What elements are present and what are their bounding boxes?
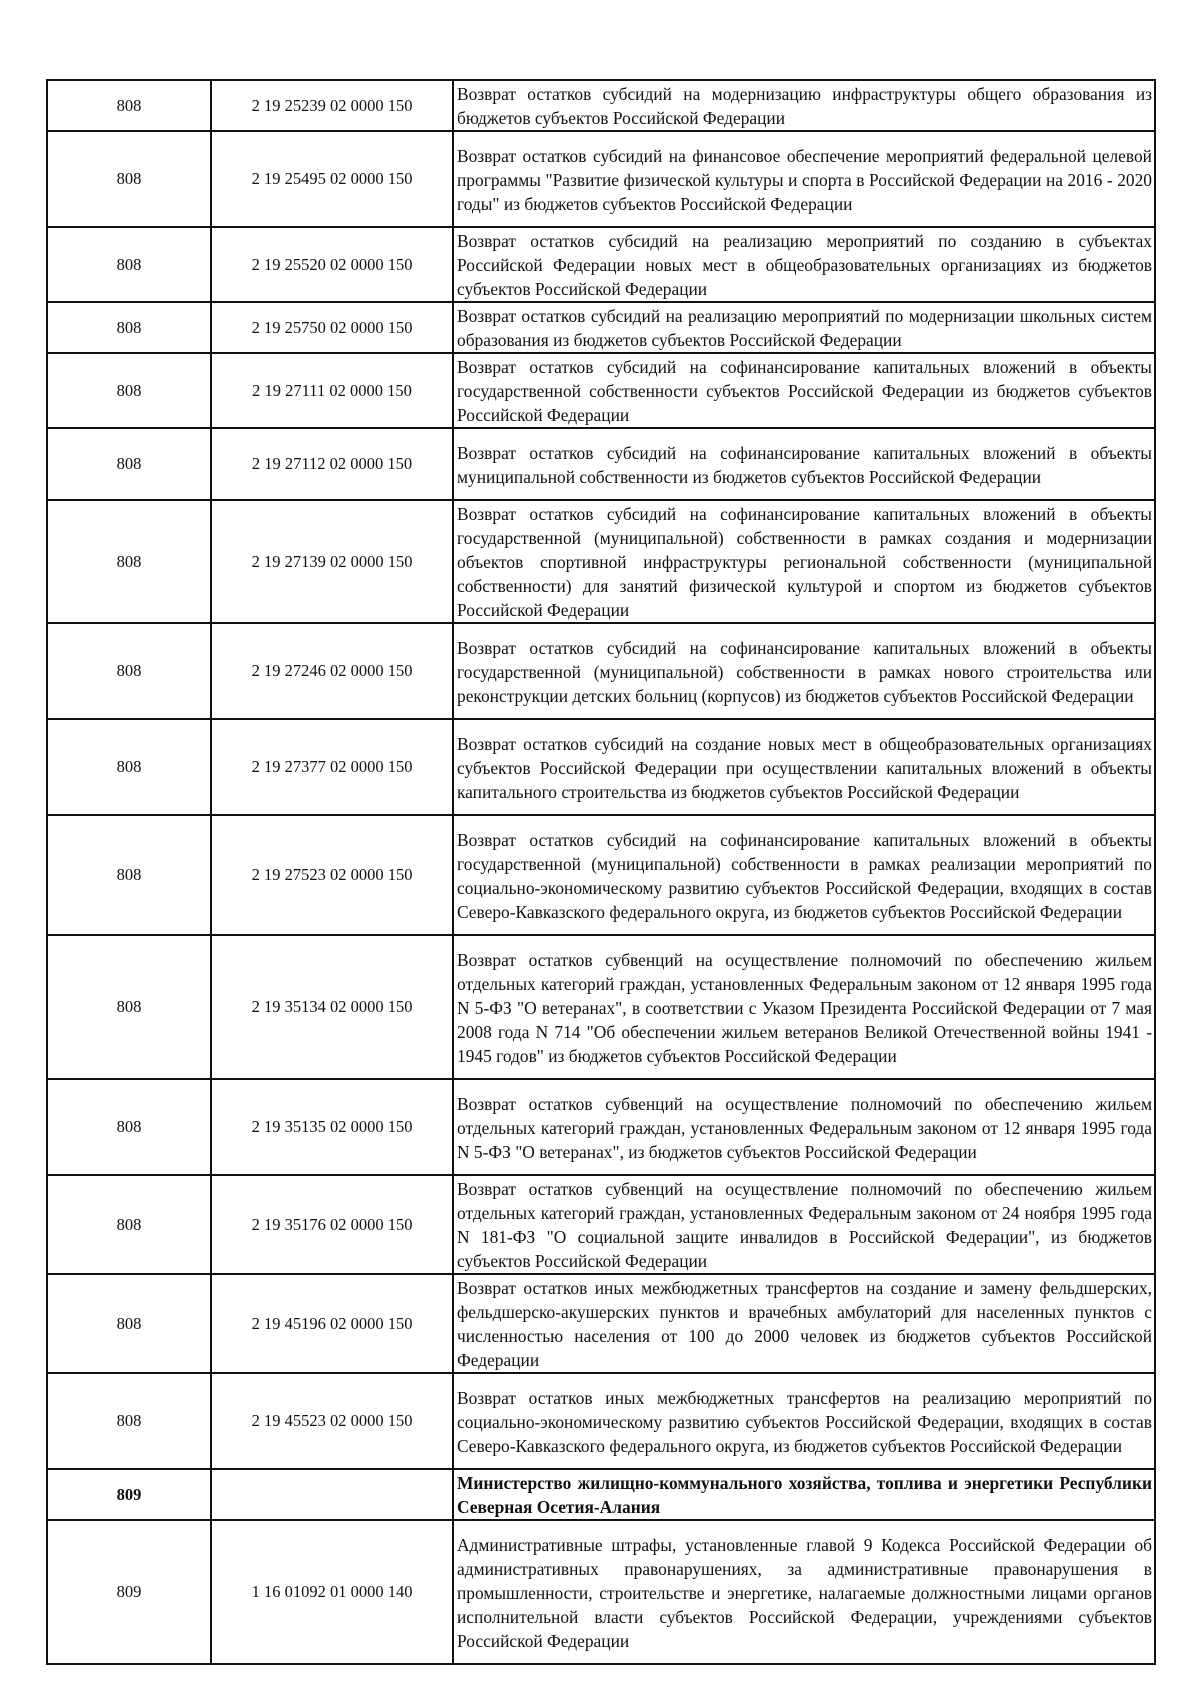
table-row [47, 302, 1155, 353]
table-row [47, 500, 1155, 623]
description-text: Возврат остатков субсидий на софинансирование капитальных вложений в объекты муниципальной собственности из бюджетов субъектов Российской Федерации [457, 442, 1152, 487]
table-row [47, 815, 1155, 935]
description-text: Возврат остатков субвенций на осуществление полномочий по обеспечению жильем отдельных категорий граждан, установленных Федеральным законом от 24 ноября 1995 года N 181-ФЗ "О социальной защите инвалидов в Российской Федерации", из бюджетов субъектов Российской Федерации [457, 1179, 1152, 1271]
description-text: Возврат остатков субсидий на финансовое обеспечение мероприятий федеральной целевой программы "Развитие физической культуры и спорта в Российской Федерации на 2016 - 2020 годы" из бюджетов субъектов Российской Федерации [457, 145, 1152, 214]
description-text: Возврат остатков субсидий на софинансирование капитальных вложений в объекты государственной (муниципальной) собственности в рамках реализации мероприятий по социально-экономическому развитию субъектов Российской Федерации, входящих в состав Северо-Кавказского федерального округа, из бюджетов субъектов Российской Федерации [457, 829, 1152, 922]
description-text: Возврат остатков субсидий на создание новых мест в общеобразовательных организациях субъектов Российской Федерации при осуществлении капитальных вложений в объекты капитального строительства из бюджетов субъектов Российской Федерации [457, 733, 1152, 802]
admin-code-cell: 808 [47, 935, 211, 1079]
description-cell [453, 1175, 1155, 1274]
admin-code-cell: 809 [47, 1520, 211, 1664]
table-row [47, 1175, 1155, 1274]
budget-code-cell: 2 19 25520 02 0000 150 [211, 227, 453, 302]
budget-code-cell: 2 19 45196 02 0000 150 [211, 1274, 453, 1373]
description-cell [453, 302, 1155, 353]
description-cell [453, 227, 1155, 302]
budget-code-cell: 2 19 25495 02 0000 150 [211, 131, 453, 227]
admin-code-cell: 808 [47, 815, 211, 935]
description-cell [453, 815, 1155, 935]
table-row [47, 623, 1155, 719]
description-cell [453, 623, 1155, 719]
budget-code-cell [211, 1469, 453, 1520]
table-row [47, 80, 1155, 131]
description-cell [453, 1520, 1155, 1664]
description-cell [453, 1373, 1155, 1469]
budget-code-cell: 2 19 25239 02 0000 150 [211, 80, 453, 131]
description-text: Возврат остатков субсидий на софинансирование капитальных вложений в объекты государственной (муниципальной) собственности в рамках создания и модернизации объектов спортивной инфраструктуры региональной собственности (муниципальной собственности) для занятий физической культурой и спортом из бюджетов субъектов Российской Федерации [457, 504, 1152, 620]
description-text: Возврат остатков субсидий на модернизацию инфраструктуры общего образования из бюджетов субъектов Российской Федерации [457, 84, 1152, 128]
table-row [47, 428, 1155, 500]
admin-code-cell: 808 [47, 428, 211, 500]
description-cell [453, 353, 1155, 428]
admin-code-cell: 808 [47, 1175, 211, 1274]
budget-code-cell: 2 19 27139 02 0000 150 [211, 500, 453, 623]
description-cell [453, 1469, 1155, 1520]
description-cell [453, 428, 1155, 500]
description-text: Возврат остатков субсидий на реализацию мероприятий по созданию в субъектах Российской Федерации новых мест в общеобразовательных организациях из бюджетов субъектов Российской Федерации [457, 231, 1152, 299]
table-row [47, 227, 1155, 302]
description-text: Возврат остатков иных межбюджетных трансфертов на создание и замену фельдшерских, фельдшерско-акушерских пунктов и врачебных амбулаторий для населенных пунктов с численностью населения от 100 до 2000 человек из бюджетов субъектов Российской Федерации [457, 1278, 1152, 1370]
admin-code-cell: 808 [47, 623, 211, 719]
description-cell [453, 1079, 1155, 1175]
description-text: Возврат остатков иных межбюджетных трансфертов на реализацию мероприятий по социально-экономическому развитию субъектов Российской Федерации, входящих в состав Северо-Кавказского федерального округа, из бюджетов субъектов Российской Федерации [457, 1387, 1152, 1456]
admin-code-cell: 808 [47, 500, 211, 623]
ministry-header-row [47, 1469, 1155, 1520]
table-row [47, 1373, 1155, 1469]
ministry-name: Министерство жилищно-коммунального хозяйства, топлива и энергетики Республики Северная Осетия-Алания [457, 1473, 1152, 1517]
description-text: Возврат остатков субсидий на реализацию мероприятий по модернизации школьных систем образования из бюджетов субъектов Российской Федерации [457, 306, 1152, 350]
description-text: Возврат остатков субсидий на софинансирование капитальных вложений в объекты государственной (муниципальной) собственности в рамках нового строительства или реконструкции детских больниц (корпусов) из бюджетов субъектов Российской Федерации [457, 637, 1152, 706]
admin-code-cell: 808 [47, 353, 211, 428]
admin-code-cell: 808 [47, 80, 211, 131]
table-row [47, 1520, 1155, 1664]
budget-code-cell: 2 19 27111 02 0000 150 [211, 353, 453, 428]
table-row [47, 1079, 1155, 1175]
budget-code-cell: 2 19 27523 02 0000 150 [211, 815, 453, 935]
budget-code-cell: 2 19 45523 02 0000 150 [211, 1373, 453, 1469]
description-cell [453, 131, 1155, 227]
description-cell [453, 80, 1155, 131]
description-text: Административные штрафы, установленные главой 9 Кодекса Российской Федерации об административных правонарушениях, за административные правонарушения в промышленности, строительстве и энергетике, налагаемые должностными лицами органов исполнительной власти субъектов Российской Федерации, учреждениями субъектов Российской Федерации [457, 1534, 1152, 1651]
budget-code-cell: 2 19 27246 02 0000 150 [211, 623, 453, 719]
revenue-codes-table [46, 79, 1156, 1665]
description-cell [453, 719, 1155, 815]
budget-code-cell: 2 19 35134 02 0000 150 [211, 935, 453, 1079]
admin-code-cell: 808 [47, 1079, 211, 1175]
description-text: Возврат остатков субсидий на софинансирование капитальных вложений в объекты государственной собственности субъектов Российской Федерации из бюджетов субъектов Российской Федерации [457, 357, 1152, 425]
budget-code-cell: 2 19 27377 02 0000 150 [211, 719, 453, 815]
admin-code-cell: 808 [47, 719, 211, 815]
table-row [47, 1274, 1155, 1373]
table-row [47, 719, 1155, 815]
budget-code-cell: 1 16 01092 01 0000 140 [211, 1520, 453, 1664]
admin-code-cell: 808 [47, 1373, 211, 1469]
table-row [47, 131, 1155, 227]
budget-code-cell: 2 19 35135 02 0000 150 [211, 1079, 453, 1175]
table-row [47, 353, 1155, 428]
admin-code-cell: 808 [47, 131, 211, 227]
description-cell [453, 500, 1155, 623]
budget-code-cell: 2 19 35176 02 0000 150 [211, 1175, 453, 1274]
description-cell [453, 1274, 1155, 1373]
admin-code-cell: 808 [47, 227, 211, 302]
budget-code-cell: 2 19 27112 02 0000 150 [211, 428, 453, 500]
description-text: Возврат остатков субвенций на осуществление полномочий по обеспечению жильем отдельных категорий граждан, установленных Федеральным законом от 12 января 1995 года N 5-ФЗ "О ветеранах", из бюджетов субъектов Российской Федерации [457, 1093, 1152, 1162]
description-cell [453, 935, 1155, 1079]
admin-code-cell: 808 [47, 1274, 211, 1373]
description-text: Возврат остатков субвенций на осуществление полномочий по обеспечению жильем отдельных категорий граждан, установленных Федеральным законом от 12 января 1995 года N 5-ФЗ "О ветеранах", в соответствии с Указом Президента Российской Федерации от 7 мая 2008 года N 714 "Об обеспечении жильем ветеранов Великой Отечественной войны 1941 - 1945 годов" из бюджетов субъектов Российской Федерации [457, 949, 1152, 1066]
table-row [47, 935, 1155, 1079]
admin-code-cell: 809 [47, 1469, 211, 1520]
admin-code-cell: 808 [47, 302, 211, 353]
budget-code-cell: 2 19 25750 02 0000 150 [211, 302, 453, 353]
